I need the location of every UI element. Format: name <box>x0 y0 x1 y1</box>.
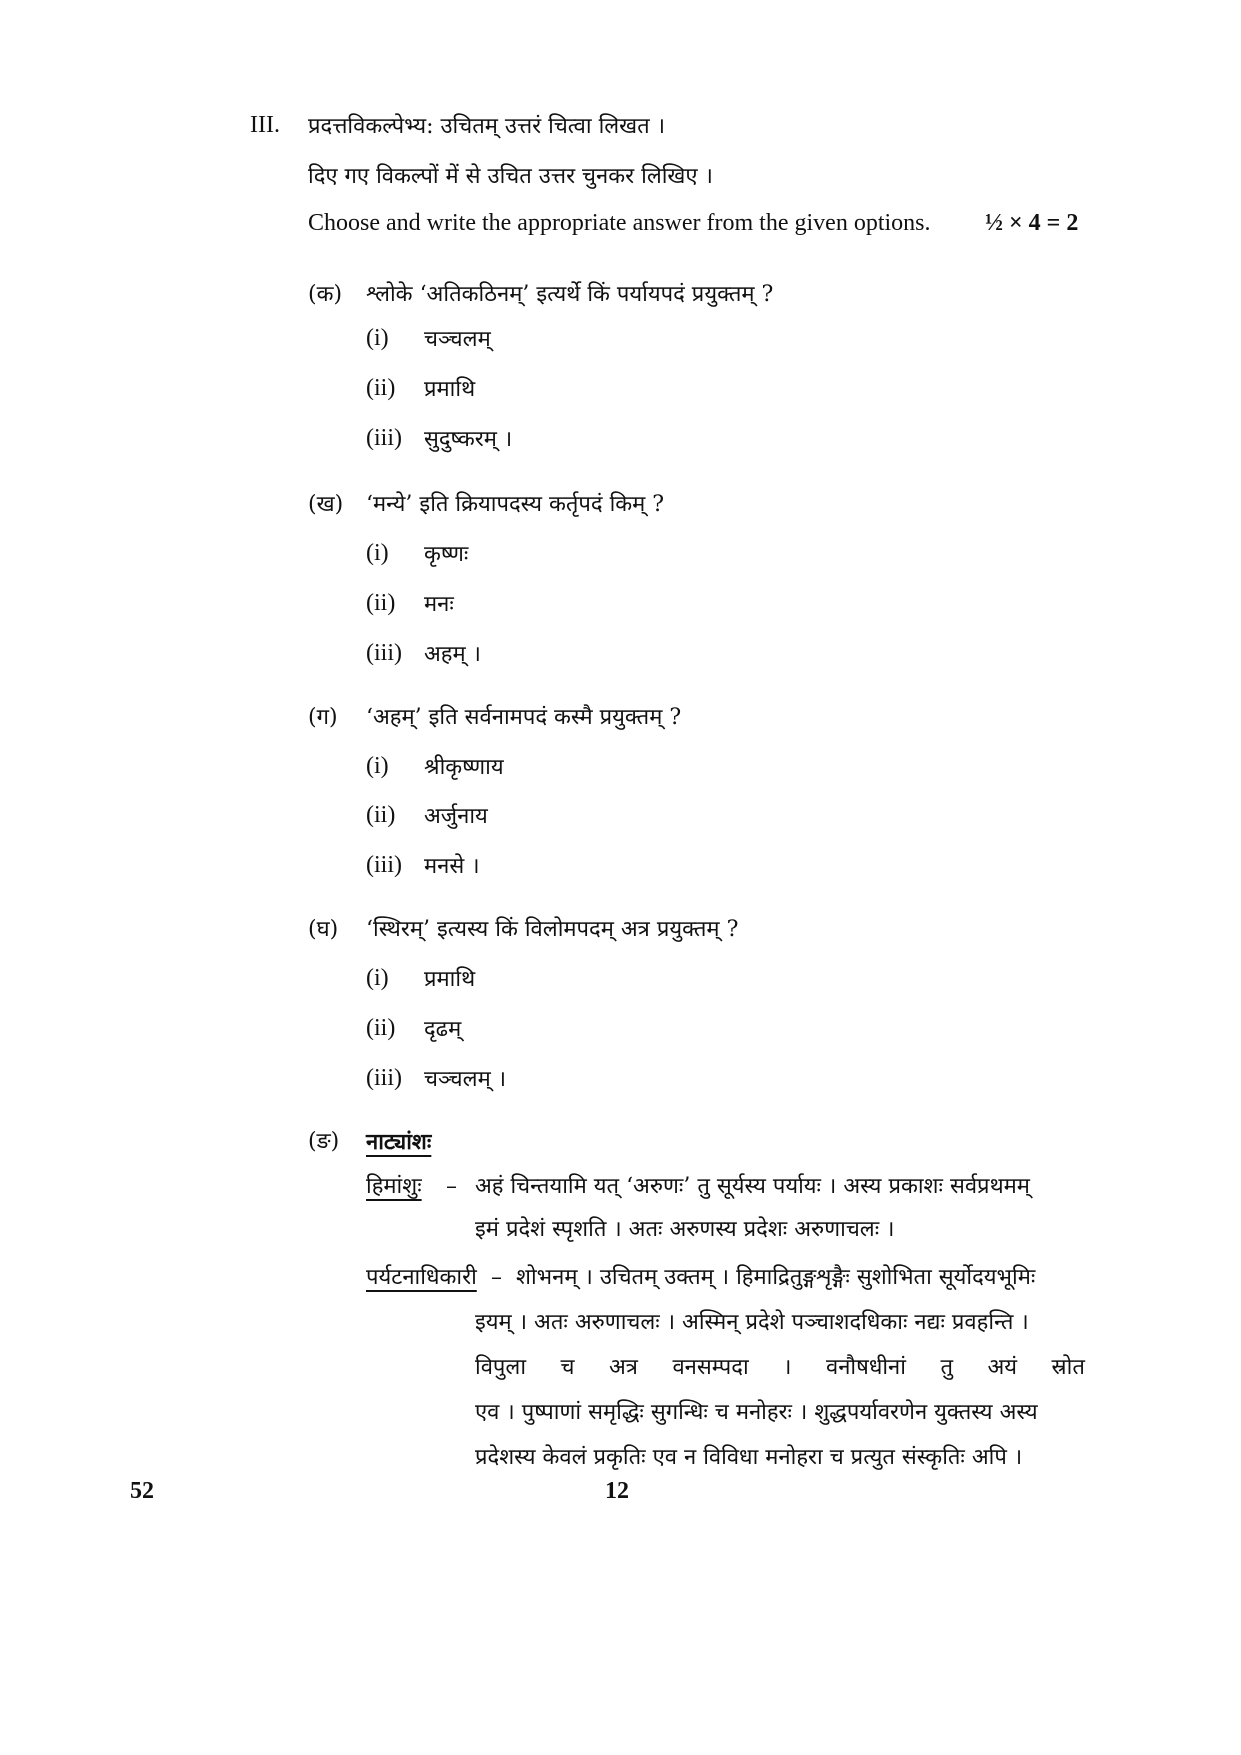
speech-word: वनौषधीनां <box>825 1355 906 1380</box>
speech-line: अहं चिन्तयामि यत् ‘अरुणः’ तु सूर्यस्य पर्यायः । अस्य प्रकाशः सर्वप्रथमम् <box>475 1174 1030 1199</box>
question-label: (ङ) <box>308 1129 340 1154</box>
option-number: (ii) <box>366 802 396 828</box>
option-text: अहम् । <box>424 642 481 667</box>
option-text: चञ्चलम् <box>424 327 491 352</box>
speech-word: विपुला <box>475 1355 527 1380</box>
option-number: (iii) <box>366 852 402 878</box>
option-text: सुदुष्करम् । <box>424 427 513 452</box>
option-number: (i) <box>366 325 389 351</box>
option-text: प्रमाथि <box>424 377 476 402</box>
option-number: (i) <box>366 540 389 566</box>
question-paper-code: 52 <box>130 1478 154 1504</box>
option-number: (ii) <box>366 590 396 616</box>
speaker-name: हिमांशुः <box>366 1174 422 1199</box>
option-number: (iii) <box>366 640 402 666</box>
question-text: ‘अहम्’ इति सर्वनामपदं कस्मै प्रयुक्तम् ? <box>366 705 682 730</box>
speech-word: अत्र <box>609 1355 638 1380</box>
natyansh-title: नाट्यांशः <box>366 1129 432 1155</box>
question-text: ‘मन्ये’ इति क्रियापदस्य कर्तृपदं किम् ? <box>366 492 665 517</box>
speech-line: प्रदेशस्य केवलं प्रकृतिः एव न विविधा मनोहरा च प्रत्युत संस्कृतिः अपि । <box>475 1445 1023 1470</box>
option-text: प्रमाथि <box>424 967 476 992</box>
question-text: ‘स्थिरम्’ इत्यस्य किं विलोमपदम् अत्र प्रयुक्तम् ? <box>366 917 739 942</box>
speaker-dash: – <box>446 1174 457 1199</box>
option-text: चञ्चलम् । <box>424 1067 507 1092</box>
question-label: (घ) <box>308 917 339 942</box>
option-text: दृढम् <box>424 1017 462 1042</box>
speaker-dash: – <box>491 1265 502 1290</box>
option-number: (iii) <box>366 425 402 451</box>
question-label: (क) <box>308 282 343 307</box>
option-number: (i) <box>366 753 389 779</box>
instruction-hindi: दिए गए विकल्पों में से उचित उत्तर चुनकर लिखिए । <box>308 164 713 189</box>
speech-line: इयम् । अतः अरुणाचलः । अस्मिन् प्रदेशे पञ्चाशदधिकाः नद्यः प्रवहन्ति । <box>475 1310 1029 1335</box>
question-label: (ग) <box>308 705 338 730</box>
option-number: (ii) <box>366 375 396 401</box>
speech-word: तु <box>940 1355 953 1380</box>
speech-word: वनसम्पदा <box>672 1355 749 1380</box>
instruction-english: Choose and write the appropriate answer from the given options. <box>308 210 931 236</box>
page-number: 12 <box>605 1478 629 1504</box>
speech-word: । <box>783 1355 792 1380</box>
speech-line: इमं प्रदेशं स्पृशति । अतः अरुणस्य प्रदेशः अरुणाचलः । <box>475 1217 895 1242</box>
option-text: श्रीकृष्णाय <box>424 755 504 780</box>
option-text: मनः <box>424 592 454 617</box>
question-label: (ख) <box>308 492 344 517</box>
option-text: मनसे । <box>424 854 480 879</box>
speech-word: स्रोत <box>1051 1355 1085 1380</box>
speech-line: एव । पुष्पाणां समृद्धिः सुगन्धिः च मनोहरः । शुद्धपर्यावरणेन युक्तस्य अस्य <box>475 1400 1038 1425</box>
option-text: कृष्णः <box>424 542 469 567</box>
speech-line: शोभनम् । उचितम् उक्तम् । हिमाद्रितुङ्गशृङ्गैः सुशोभिता सूर्योदयभूमिः <box>516 1265 1036 1290</box>
speech-word: अयं <box>987 1355 1018 1380</box>
option-number: (iii) <box>366 1065 402 1091</box>
section-number: III. <box>250 112 280 138</box>
option-text: अर्जुनाय <box>424 804 488 829</box>
speaker-name: पर्यटनाधिकारी <box>366 1265 477 1290</box>
instruction-sanskrit: प्रदत्तविकल्पेभ्य: उचितम् उत्तरं चित्वा लिखत । <box>308 114 666 139</box>
speech-line-justified <box>475 1353 1085 1383</box>
speech-word: च <box>560 1355 575 1380</box>
question-text: श्लोके ‘अतिकठिनम्’ इत्यर्थे किं पर्यायपदं प्रयुक्तम् ? <box>366 282 774 307</box>
option-number: (ii) <box>366 1015 396 1041</box>
option-number: (i) <box>366 965 389 991</box>
marks: ½ × 4 = 2 <box>985 210 1079 236</box>
